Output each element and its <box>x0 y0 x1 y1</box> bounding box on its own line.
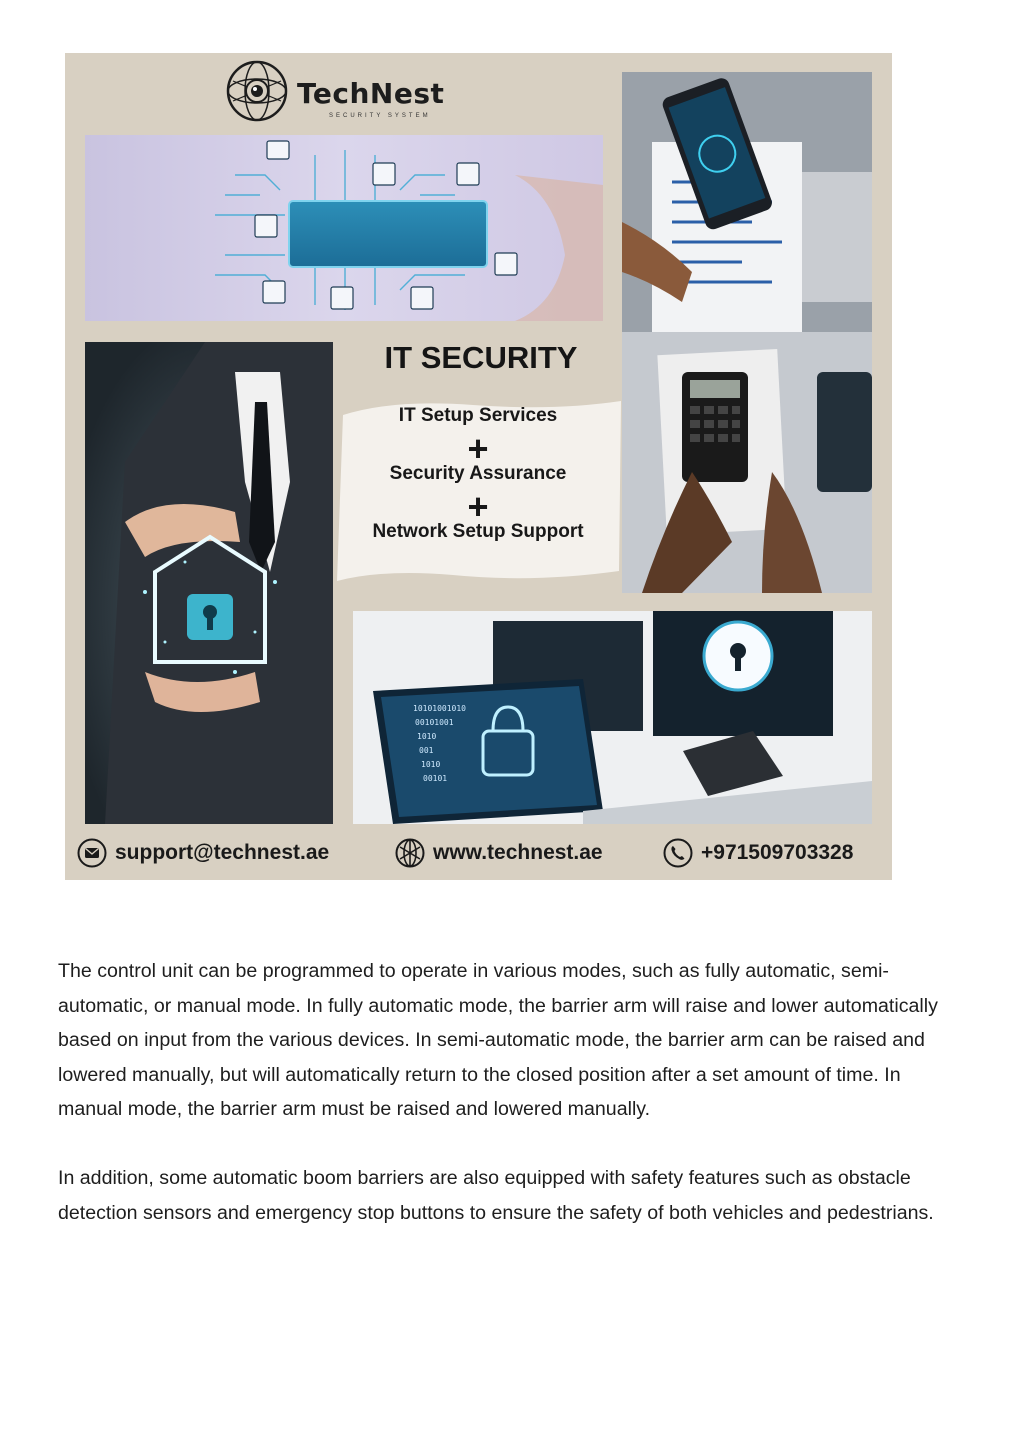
desk-analytics-image <box>622 72 872 593</box>
svg-text:1010: 1010 <box>417 732 437 741</box>
globe-icon <box>395 838 425 868</box>
article-paragraph-2: In addition, some automatic boom barriers are also equipped with safety features such as obstacle detection sensors and emergency stop buttons to ensure the safety of both vehicles and pedestrians. <box>58 1166 934 1224</box>
poster-title: IT SECURITY <box>384 340 578 375</box>
circuit-security-image <box>85 135 603 321</box>
service-it-setup: IT Setup Services <box>398 405 558 426</box>
contact-email-text[interactable]: support@technest.ae <box>115 841 330 864</box>
svg-text:10101001010: 10101001010 <box>413 704 466 713</box>
promo-poster <box>65 53 892 880</box>
svg-text:00101: 00101 <box>423 774 448 783</box>
svg-text:001: 001 <box>419 746 434 755</box>
plus-sign-2: + <box>467 486 489 527</box>
svg-text:1010: 1010 <box>421 760 441 769</box>
brand-name: TechNest <box>297 77 445 110</box>
service-network-setup: Network Setup Support <box>372 521 584 542</box>
businessman-house-image <box>85 342 333 824</box>
plus-sign-1: + <box>467 428 489 469</box>
brand-logo <box>225 59 485 123</box>
phone-icon <box>663 838 693 868</box>
svg-text:00101001: 00101001 <box>415 718 454 727</box>
contact-strip <box>77 835 887 871</box>
laptop-lock-image <box>353 611 872 824</box>
service-security-assurance: Security Assurance <box>389 463 567 484</box>
services-card <box>333 391 623 583</box>
contact-phone-text[interactable]: +971509703328 <box>701 841 854 864</box>
eye-globe-logo-icon <box>225 59 289 123</box>
envelope-icon <box>77 838 107 868</box>
brand-tagline: SECURITY SYSTEM <box>329 113 431 119</box>
article-body <box>58 954 958 1264</box>
article-paragraph-1: The control unit can be programmed to operate in various modes, such as fully automatic, semi-automatic, or manual mode. In fully automatic mode, the barrier arm will raise and lower automatically based on input from the various devices. In semi-automatic mode, the barrier arm can be raised and lowered manually, but will automatically return to the closed position after a set amount of time. In manual mode, the barrier arm must be raised and lowered manually. <box>58 960 938 1121</box>
contact-website-text[interactable]: www.technest.ae <box>433 841 603 864</box>
